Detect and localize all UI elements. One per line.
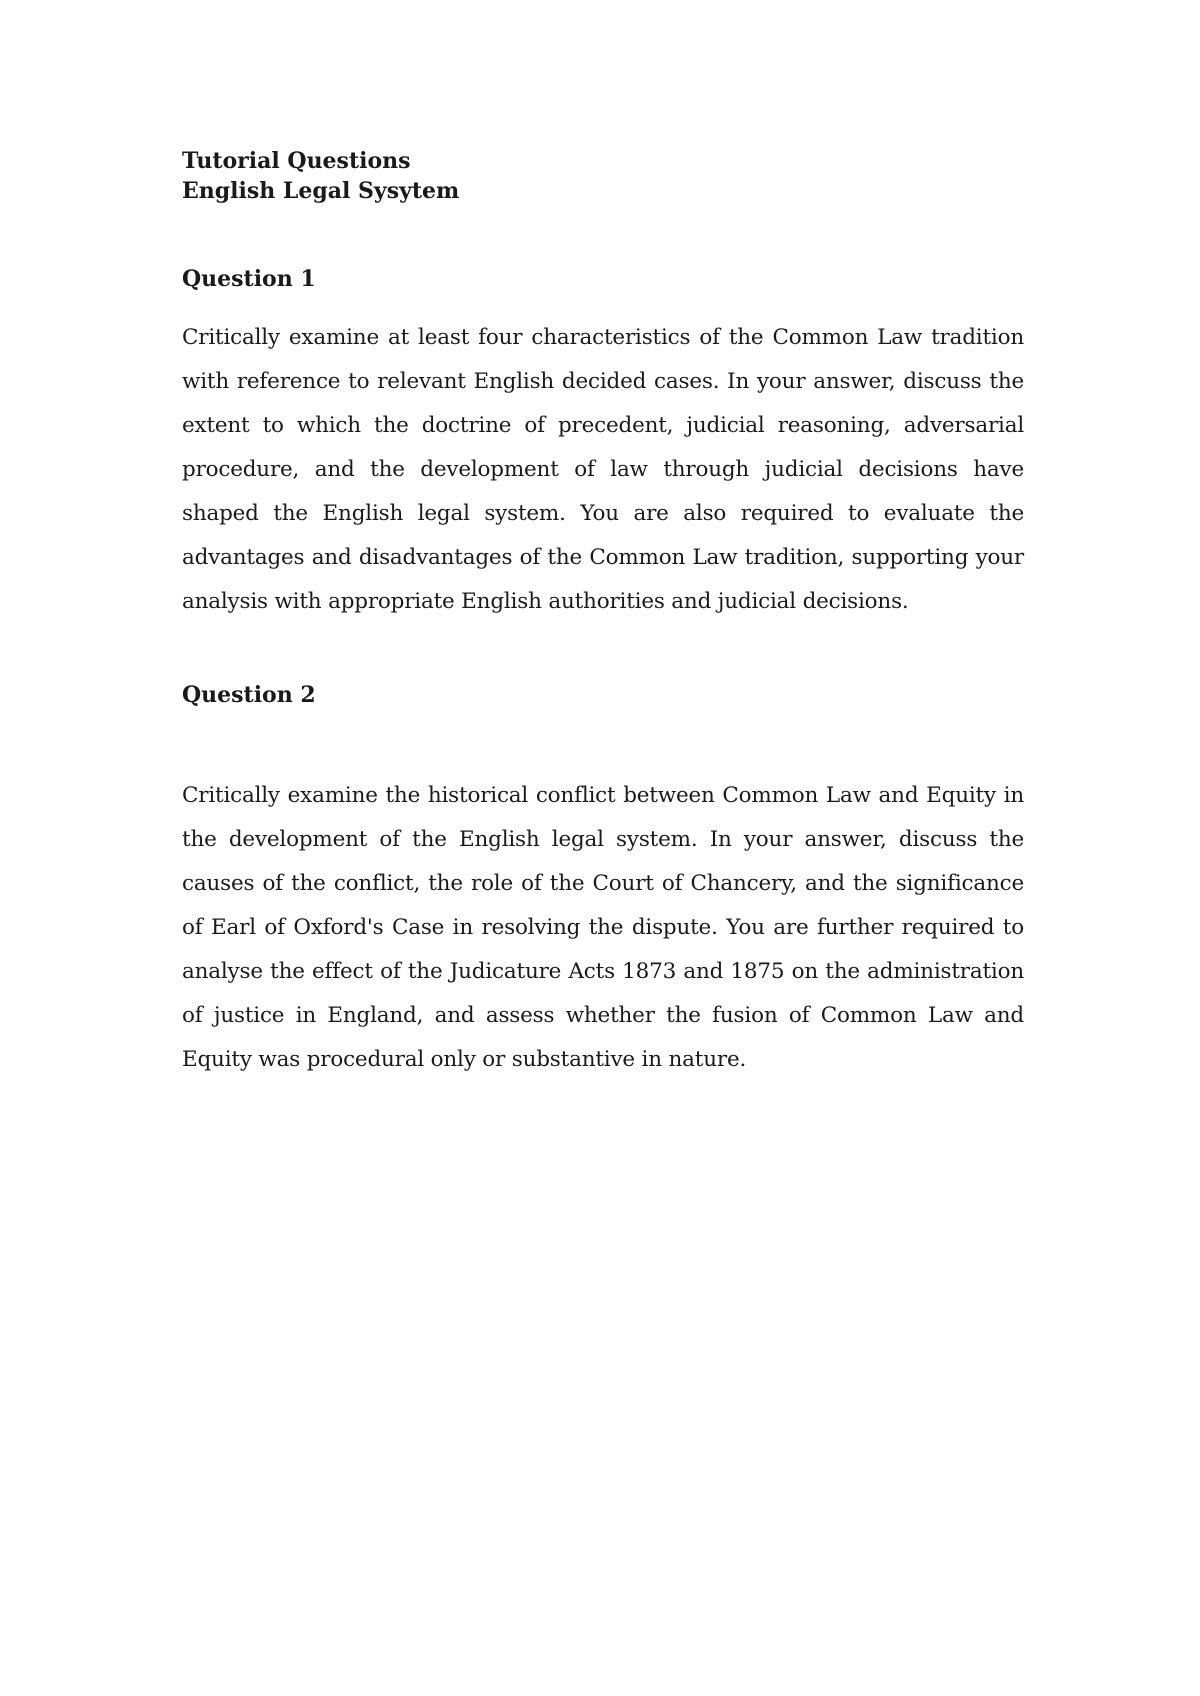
document-content (182, 146, 1024, 1082)
question-2-heading: Question 2 (182, 682, 316, 708)
document-title: Tutorial Questions (182, 148, 411, 174)
question-1-text: Critically examine at least four characteristics of the Common Law tradition with reference to relevant English decided cases. In your answer, discuss the extent to which the doctrine of precedent, judicial reasoning, adversarial procedure, and the development of law through judicial decisions have shaped the English legal system. You are also required to evaluate the advantages and disadvantages of the Common Law tradition, supporting your analysis with appropriate English authorities and judicial decisions. (182, 325, 1024, 614)
question-1-heading: Question 1 (182, 266, 316, 292)
question-2-text: Critically examine the historical conflict between Common Law and Equity in the development of the English legal system. In your answer, discuss the causes of the conflict, the role of the Court of Chancery, and the significance of Earl of Oxford's Case in resolving the dispute. You are further required to analyse the effect of the Judicature Acts 1873 and 1875 on the administration of justice in England, and assess whether the fusion of Common Law and Equity was procedural only or substantive in nature. (182, 783, 1024, 1072)
document-subtitle: English Legal Sysytem (182, 178, 460, 204)
